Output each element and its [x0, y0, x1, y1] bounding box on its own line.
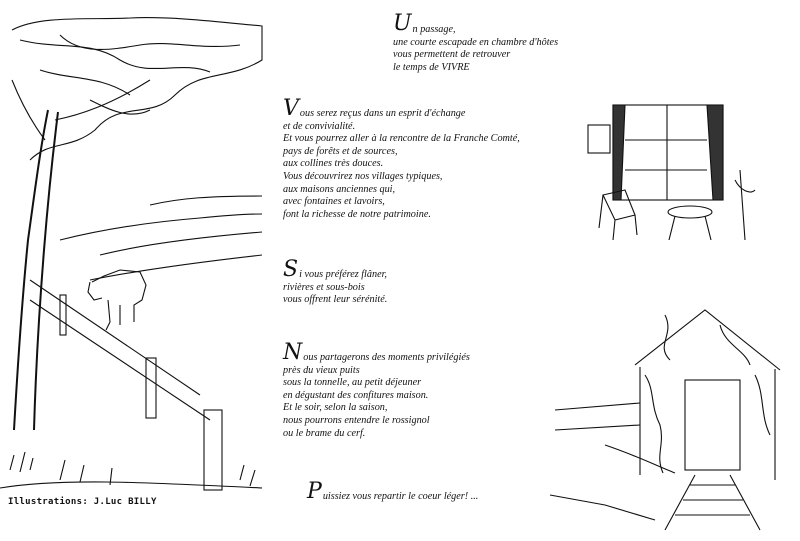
- poem-line: ou le brame du cerf.: [283, 427, 366, 439]
- dropcap: P: [307, 479, 322, 504]
- poem-line: ous serez reçus dans un esprit d'échange: [299, 108, 466, 119]
- countryside-cow-illustration: [0, 0, 270, 495]
- stanza-stroll: [283, 257, 388, 307]
- poem-line: en dégustant des confitures maison.: [283, 389, 429, 401]
- poem-line: le temps de VIVRE: [393, 61, 470, 73]
- poem-line: i vous préférez flâner,: [299, 269, 387, 280]
- stanza-closing: [307, 479, 479, 504]
- well-house-illustration: [545, 305, 795, 535]
- poem-line: et de convivialité.: [283, 120, 356, 132]
- poem-line: ous partagerons des moments privilégiés: [303, 352, 470, 363]
- poem-line: font la richesse de notre patrimoine.: [283, 208, 431, 220]
- stanza-intro: [393, 11, 559, 74]
- stanza-moments: [283, 340, 470, 440]
- poem-line: aux collines très douces.: [283, 158, 384, 170]
- poem-line: Et le soir, selon la saison,: [283, 402, 388, 414]
- poem-line: une courte escapade en chambre d'hôtes: [393, 36, 559, 48]
- poem-line: vous offrent leur sérénité.: [283, 294, 388, 306]
- poem-line: Vous découvrirez nos villages typiques,: [283, 170, 443, 182]
- poem-line: vous permettent de retrouver: [393, 49, 511, 61]
- poem-line: près du vieux puits: [283, 364, 360, 376]
- stanza-welcome: [283, 96, 520, 221]
- poem-line: sous la tonnelle, au petit déjeuner: [283, 377, 422, 389]
- dropcap: V: [283, 96, 299, 121]
- poem-line: avec fontaines et lavoirs,: [283, 196, 385, 208]
- poem-line: pays de forêts et de sources,: [283, 145, 398, 157]
- poem-line: rivières et sous-bois: [283, 281, 365, 293]
- poem-line: aux maisons anciennes qui,: [283, 183, 396, 195]
- dropcap: U: [393, 11, 412, 36]
- illustration-credit: Illustrations: J.Luc BILLY: [8, 497, 157, 507]
- poem-line: nous pourrons entendre le rossignol: [283, 414, 430, 426]
- dropcap: N: [283, 340, 303, 365]
- poem-line: Et vous pourrez aller à la rencontre de la Franche Comté,: [283, 133, 520, 145]
- window-interior-illustration: [585, 100, 760, 245]
- poem-line: uissiez vous repartir le coeur léger! ...: [322, 491, 479, 502]
- poem-line: n passage,: [412, 24, 456, 35]
- dropcap: S: [283, 257, 299, 282]
